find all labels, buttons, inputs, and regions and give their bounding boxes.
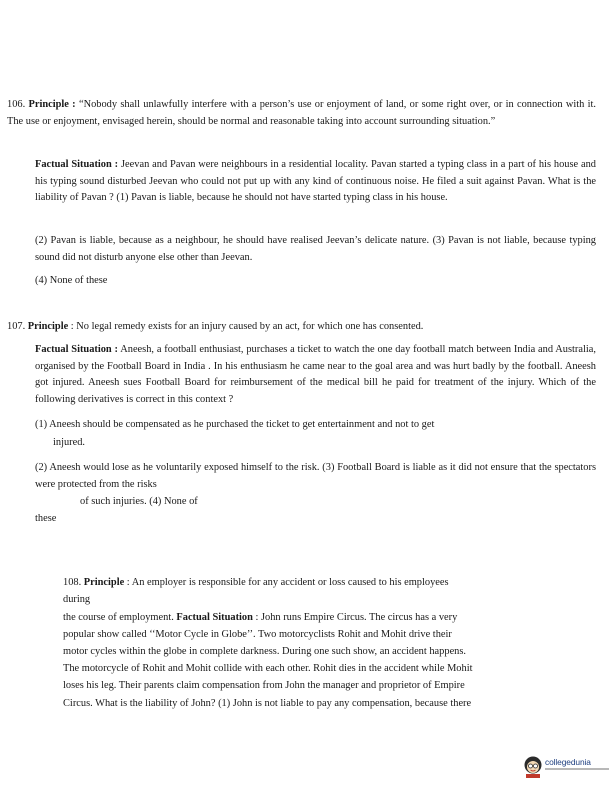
- q108-principle-text: : An employer is responsible for any accident or loss caused to his employees: [124, 577, 449, 588]
- q108-line-3-start: the course of employment.: [63, 612, 177, 623]
- q107-options-cont: of such injuries. (4) None of: [80, 496, 198, 507]
- mascot-icon: [523, 754, 543, 778]
- q108-line-8: Circus. What is the liability of John? (1) John is not liable to pay any compensation, because there: [63, 698, 472, 709]
- q107-option-1: (1) Aneesh should be compensated as he purchased the ticket to get entertainment and not to get: [35, 419, 435, 430]
- q106-principle-label: Principle: [28, 99, 69, 110]
- q107-factual-situation: [35, 342, 596, 409]
- q107-options-2-3: (2) Aneesh would lose as he voluntarily exposed himself to the risk. (3) Football Board is liable as it did not ensure that the spectators were protected from the risks: [35, 462, 596, 490]
- q106-number: 106.: [7, 99, 26, 110]
- q106-principle-text: “Nobody shall unlawfully interfere with a person’s use or enjoyment of land, or some right over, or in connection with it. The use or enjoyment, envisaged herein, should be normal and reasonable taking into account surrounding situation.”: [7, 99, 597, 127]
- q107-option-1-cont: injured.: [53, 437, 86, 448]
- brand-name: collegedunia: [545, 757, 591, 767]
- q107-fs-label: Factual Situation :: [35, 344, 118, 355]
- q106-fs-text: Jeevan and Pavan were neighbours in a residential locality. Pavan started a typing class in a part of his house and his typing sound disturbed Jeevan who could not put up with any kind of continuous noise. He filed a suit against Pavan. What is the liability of Pavan ? (1) Pavan is liable, because he should not have started typing class in his house.: [35, 159, 596, 204]
- q108-principle-label: Principle: [83, 577, 125, 588]
- q108-number: 108.: [63, 577, 82, 588]
- q107-principle-text: : No legal remedy exists for an injury caused by an act, for which one has consented.: [68, 321, 424, 332]
- q107-options-cont-2: these: [35, 513, 57, 524]
- q108-line-2: during: [63, 594, 91, 605]
- q108-line-5: motor cycles within the globe in complete darkness. During one such show, an accident happens.: [63, 646, 467, 657]
- collegedunia-logo[interactable]: [523, 752, 609, 782]
- q108-fs-label: Factual Situation: [176, 612, 253, 623]
- q107-fs-text: Aneesh, a football enthusiast, purchases a ticket to watch the one day football match between India and Australia, organised by the Football Board in India . In his enthusiasm he came near to the goal area and was hurt badly by the football. Aneesh got injured. Aneesh sues Football Board for reimbursement of the medical bill he paid for treatment of the injury. Which of the following derivatives is correct in this context ?: [35, 344, 596, 406]
- q107-number: 107.: [7, 321, 26, 332]
- q106-options-2-3: (2) Pavan is liable, because as a neighbour, he should have realised Jeevan’s delicate nature. (3) Pavan is not liable, because typing sound did not disturb anyone else other than Jeevan.: [35, 235, 596, 263]
- brand-tagline-bar: [545, 768, 609, 770]
- q108-line-3-end: : John runs Empire Circus. The circus has a very: [252, 612, 458, 623]
- q108-line-3: [63, 610, 457, 627]
- q106-separator: :: [68, 99, 79, 110]
- q106-option-4: (4) None of these: [35, 275, 108, 286]
- q106-factual-situation: [35, 157, 596, 207]
- q107-principle-label: Principle: [27, 321, 69, 332]
- q107-principle: [7, 319, 596, 336]
- q106-principle: [7, 97, 596, 130]
- q106-fs-label: Factual Situation :: [35, 159, 119, 170]
- q108-line-7: loses his leg. Their parents claim compensation from John the manager and proprietor of Empire: [63, 680, 465, 691]
- q108-line-6: The motorcycle of Rohit and Mohit collide with each other. Rohit dies in the accident while Mohit: [63, 663, 473, 674]
- q108-line-4: popular show called ‘‘Motor Cycle in Globe’’. Two motorcyclists Rohit and Mohit drive their: [63, 629, 452, 640]
- q108-line-1: [63, 575, 449, 592]
